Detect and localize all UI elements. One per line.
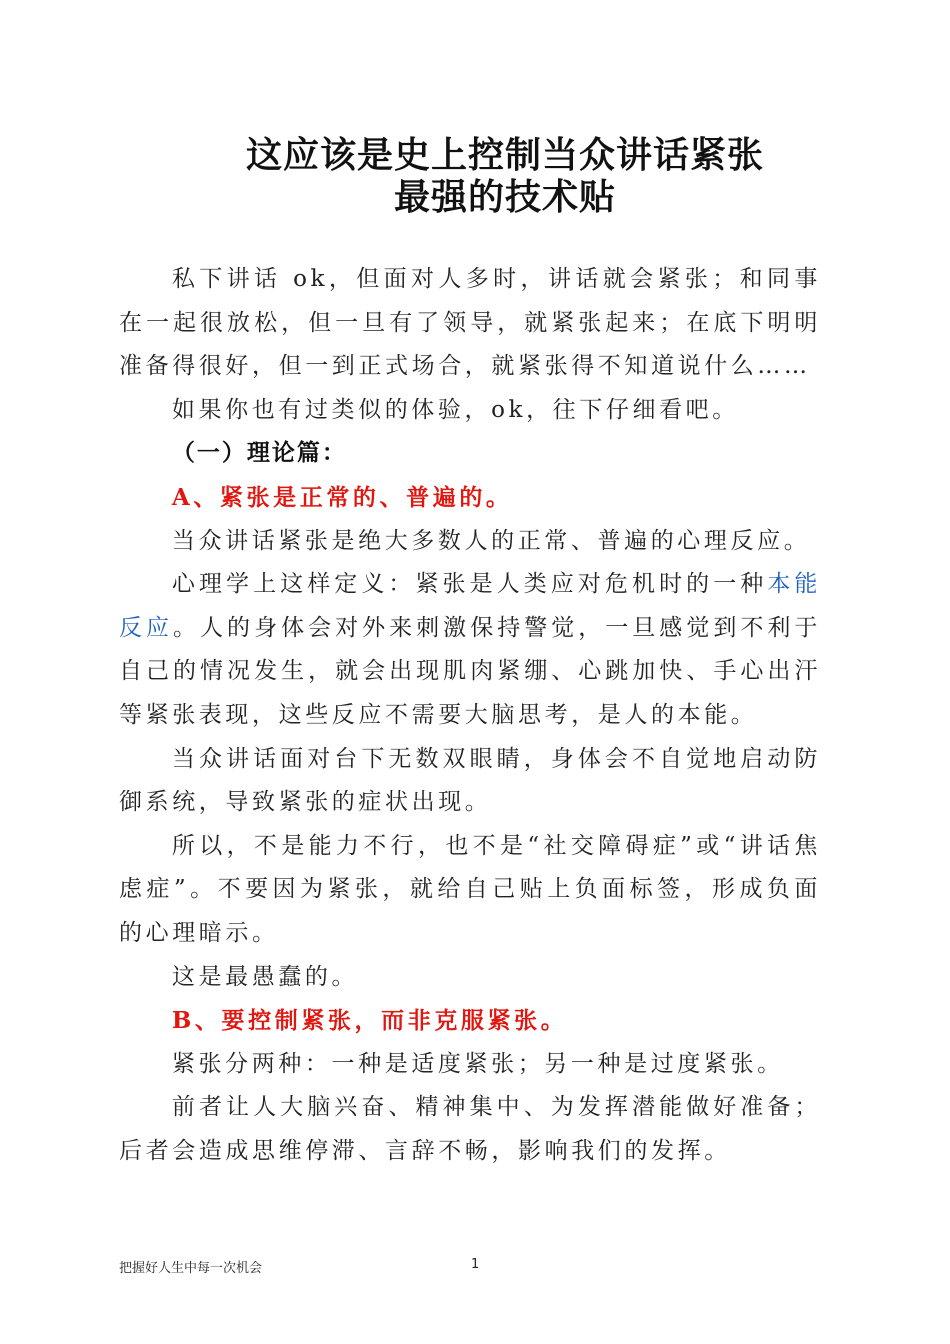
paragraph-two-types: 紧张分两种：一种是适度紧张；另一种是过度紧张。 [171, 1050, 784, 1077]
paragraph-normal-reaction: 当众讲话紧张是绝大多数人的正常、普遍的心理反应。 [171, 527, 811, 554]
subheading-b: B、要控制紧张，而非克服紧张。 [171, 1007, 568, 1035]
paragraph-not-disorder: 所以，不是能力不行，也不是“社交障碍症”或“讲话焦虑症”。不要因为紧张，就给自己贴上负面标签，形成负面的心理暗示。 [119, 832, 821, 946]
intro-paragraph: 私下讲话 ok，但面对人多时，讲话就会紧张；和同事在一起很放松，但一旦有了领导，就紧张起来；在底下明明准备得很好，但一到正式场合，就紧张得不知道说什么…… [119, 266, 821, 380]
definition-text-after: 。人的身体会对外来刺激保持警觉，一旦感觉到不利于自己的情况发生，就会出现肌肉紧绷、心跳加快、手心出汗等紧张表现，这些反应不需要大脑思考，是人的本能。 [119, 614, 821, 728]
subheading-a: A、紧张是正常的、普遍的。 [171, 483, 513, 511]
intro-followup-paragraph: 如果你也有过类似的体验，ok，往下仔细看吧。 [171, 396, 739, 423]
article-body [119, 258, 821, 1173]
footer-slogan: 把握好人生中每一次机会 [119, 1261, 263, 1276]
instinct-reaction-link[interactable]: 本能反应 [119, 571, 821, 641]
paragraph-defense-system: 当众讲话面对台下无数双眼睛，身体会不自觉地启动防御系统，导致紧张的症状出现。 [119, 745, 821, 816]
paragraph-stupid: 这是最愚蠢的。 [171, 963, 359, 990]
page-title-line1: 这应该是史上控制当众讲话紧张 [245, 134, 764, 176]
paragraph-effects: 前者让人大脑兴奋、精神集中、为发挥潜能做好准备；后者会造成思维停滞、言辞不畅，影响我们的发挥。 [119, 1094, 821, 1164]
page-number: 1 [471, 1257, 480, 1272]
paragraph-definition [119, 563, 821, 737]
definition-text-before: 心理学上这样定义：紧张是人类应对危机时的一种 [171, 571, 768, 598]
page-title-line2: 最强的技术贴 [393, 176, 616, 218]
section-heading-theory: （一）理论篇： [171, 440, 347, 467]
